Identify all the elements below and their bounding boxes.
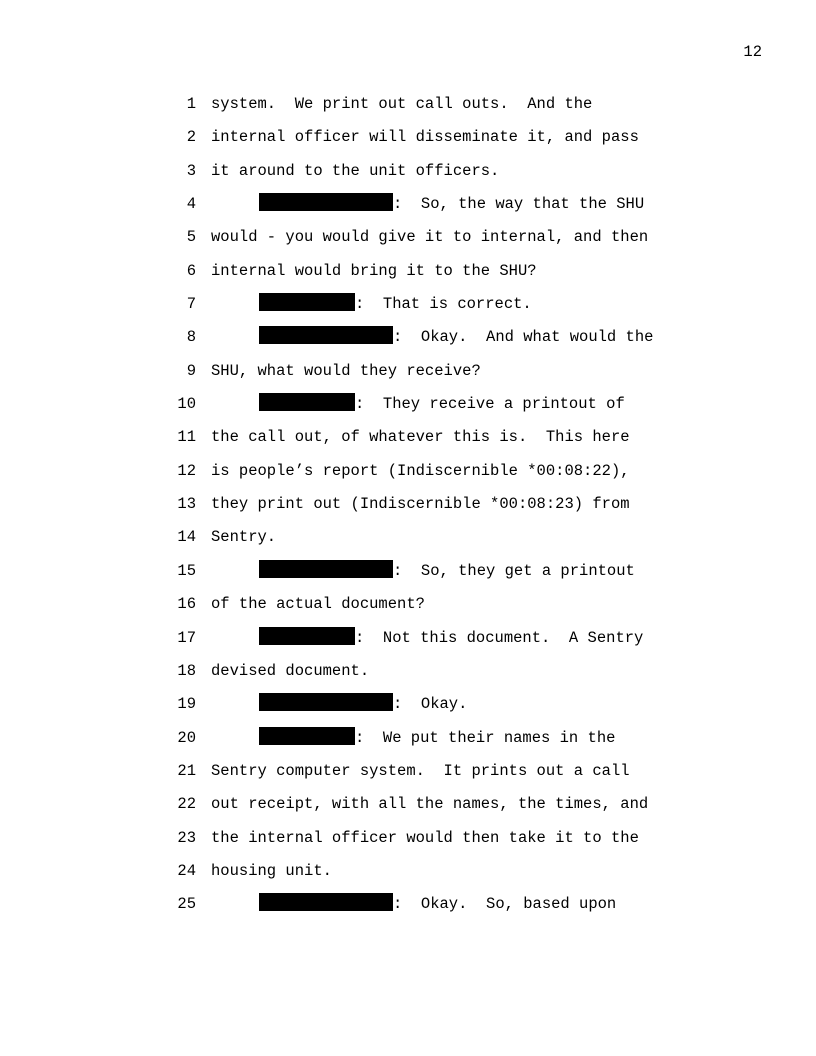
line-text: the internal officer would then take it to the — [211, 828, 639, 847]
redacted-speaker-name — [259, 326, 393, 344]
speaker-turn — [259, 693, 467, 715]
transcript-line — [170, 827, 690, 860]
line-text: Sentry computer system. It prints out a call — [211, 761, 630, 780]
transcript-line — [170, 426, 690, 459]
line-number: 14 — [177, 528, 196, 547]
transcript-line — [170, 193, 690, 226]
transcript-body — [170, 93, 690, 927]
line-text: Sentry. — [211, 528, 277, 547]
line-text: SHU, what would they receive? — [211, 361, 481, 380]
speaker-text: : So, the way that the SHU — [393, 195, 645, 214]
transcript-line — [170, 893, 690, 926]
speaker-text: : Okay. — [393, 695, 468, 714]
speaker-turn — [259, 193, 644, 215]
transcript-line — [170, 393, 690, 426]
line-number: 21 — [177, 761, 196, 780]
transcript-line — [170, 793, 690, 826]
line-number: 7 — [186, 295, 196, 314]
transcript-line — [170, 226, 690, 259]
line-number: 19 — [177, 695, 196, 714]
line-text: would - you would give it to internal, and then — [211, 228, 649, 247]
redacted-speaker-name — [259, 393, 355, 411]
redacted-speaker-name — [259, 560, 393, 578]
transcript-line — [170, 293, 690, 326]
line-number: 16 — [177, 595, 196, 614]
line-text: internal would bring it to the SHU? — [211, 261, 537, 280]
line-number: 2 — [186, 128, 196, 147]
redacted-speaker-name — [259, 193, 393, 211]
speaker-turn — [259, 393, 625, 415]
speaker-turn — [259, 326, 653, 348]
transcript-line — [170, 727, 690, 760]
line-number: 8 — [186, 328, 196, 347]
speaker-text: : So, they get a printout — [393, 561, 635, 580]
transcript-line — [170, 860, 690, 893]
line-number: 12 — [177, 461, 196, 480]
line-text: of the actual document? — [211, 595, 425, 614]
line-text: is people’s report (Indiscernible *00:08:22), — [211, 461, 630, 480]
speaker-turn — [259, 293, 532, 315]
transcript-line — [170, 693, 690, 726]
line-number: 13 — [177, 495, 196, 514]
speaker-text: : Okay. And what would the — [393, 328, 654, 347]
line-number: 9 — [186, 361, 196, 380]
line-text: system. We print out call outs. And the — [211, 95, 593, 113]
page-number: 12 — [743, 43, 762, 61]
line-text: they print out (Indiscernible *00:08:23) from — [211, 495, 630, 514]
transcript-line — [170, 493, 690, 526]
transcript-line — [170, 260, 690, 293]
line-number: 18 — [177, 661, 196, 680]
line-text: it around to the unit officers. — [211, 161, 500, 180]
transcript-line — [170, 360, 690, 393]
transcript-line — [170, 126, 690, 159]
line-text: out receipt, with all the names, the times, and — [211, 795, 649, 814]
line-number: 24 — [177, 861, 196, 880]
transcript-line — [170, 627, 690, 660]
speaker-turn — [259, 727, 615, 749]
redacted-speaker-name — [259, 893, 393, 911]
transcript-line — [170, 93, 690, 126]
speaker-text: : Not this document. A Sentry — [355, 628, 644, 647]
line-text: housing unit. — [211, 861, 332, 880]
speaker-text: : We put their names in the — [355, 728, 616, 747]
line-number: 15 — [177, 561, 196, 580]
speaker-text: : They receive a printout of — [355, 395, 625, 414]
speaker-turn — [259, 893, 616, 915]
line-text: the call out, of whatever this is. This here — [211, 428, 630, 447]
speaker-text: : That is correct. — [355, 295, 532, 314]
line-number: 4 — [186, 195, 196, 214]
line-text: internal officer will disseminate it, and pass — [211, 128, 639, 147]
transcript-line — [170, 593, 690, 626]
redacted-speaker-name — [259, 293, 355, 311]
transcript-line — [170, 526, 690, 559]
speaker-text: : Okay. So, based upon — [393, 895, 617, 914]
line-text: devised document. — [211, 661, 370, 680]
line-number: 23 — [177, 828, 196, 847]
line-number: 6 — [186, 261, 196, 280]
line-number: 17 — [177, 628, 196, 647]
transcript-line — [170, 560, 690, 593]
redacted-speaker-name — [259, 693, 393, 711]
line-number: 3 — [186, 161, 196, 180]
line-number: 11 — [177, 428, 196, 447]
redacted-speaker-name — [259, 727, 355, 745]
redacted-speaker-name — [259, 627, 355, 645]
line-number: 20 — [177, 728, 196, 747]
line-number: 25 — [177, 895, 196, 914]
line-number: 1 — [186, 95, 196, 113]
speaker-turn — [259, 627, 643, 649]
line-number: 22 — [177, 795, 196, 814]
transcript-line — [170, 660, 690, 693]
transcript-line — [170, 460, 690, 493]
transcript-line — [170, 160, 690, 193]
transcript-line — [170, 760, 690, 793]
transcript-line — [170, 326, 690, 359]
line-number: 10 — [177, 395, 196, 414]
speaker-turn — [259, 560, 635, 582]
line-number: 5 — [186, 228, 196, 247]
